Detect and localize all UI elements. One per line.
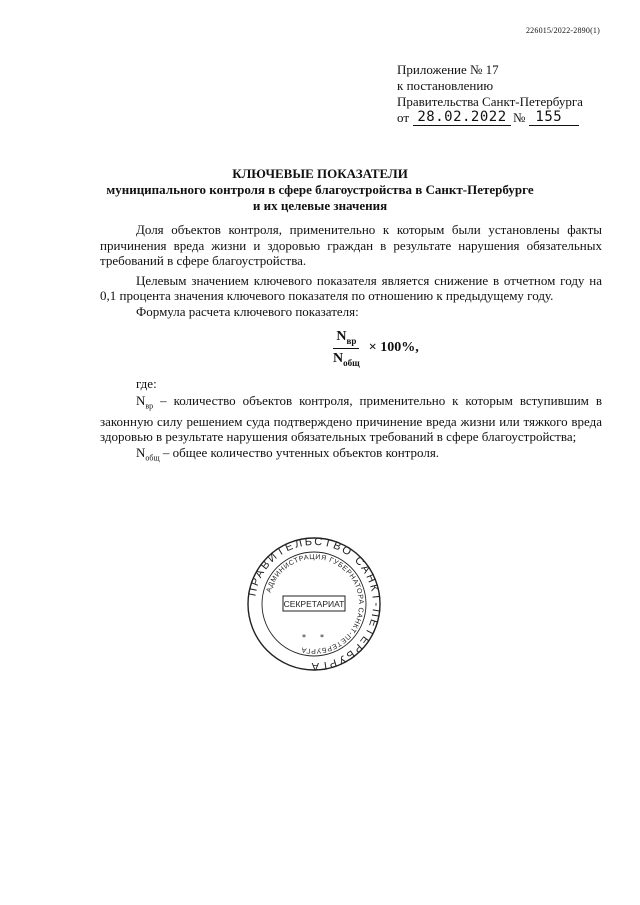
document-registration-id: 226015/2022-2890(1) [525, 26, 600, 35]
numerator-symbol: N [336, 329, 347, 344]
definition-symbol: N [136, 444, 146, 460]
definition-symbol: N [136, 392, 146, 408]
number-value: 155 [529, 110, 579, 126]
title-line-1: КЛЮЧЕВЫЕ ПОКАЗАТЕЛИ [232, 166, 408, 181]
formula-numerator [333, 329, 359, 349]
appendix-header [397, 62, 607, 126]
paragraph-indicator-definition: Доля объектов контроля, применительно к которым были установлены факты причинения вреда жизни и здоровью граждан в результате нарушения обязательных требований в сфере благоустройства. [100, 222, 602, 268]
appendix-date-line [397, 110, 607, 126]
definition-n-vr [100, 393, 602, 445]
official-seal-stamp [246, 536, 382, 672]
seal-center-text: СЕКРЕТАРИАТ [283, 599, 345, 609]
appendix-issuer: Правительства Санкт-Петербурга [397, 94, 583, 109]
denominator-symbol: N [333, 350, 344, 366]
title-line-2: муниципального контроля в сфере благоустройства в Санкт-Петербурге [106, 182, 534, 197]
seal-star-icon: * [302, 633, 306, 642]
where-label: где: [136, 376, 157, 391]
definition-n-obsch [100, 445, 602, 466]
definition-subscript: вр [145, 401, 154, 411]
numerator-subscript: вр [346, 335, 357, 346]
paragraph-target-value: Целевым значением ключевого показателя является снижение в отчетном году на 0,1 процента значения ключевого показателя по отношению к предыдущему году. [100, 272, 602, 303]
seal-outer-text: ПРАВИТЕЛЬСТВО САНКТ-ПЕТЕРБУРГА [246, 536, 382, 672]
formula-multiplier: × 100%, [368, 340, 419, 356]
paragraph-formula-intro: Формула расчета ключевого показателя: [136, 303, 359, 319]
appendix-number: Приложение № 17 [397, 62, 499, 77]
seal-inner-text: АДМИНИСТРАЦИЯ ГУБЕРНАТОРА САНКТ-ПЕТЕРБУРГА [265, 553, 365, 655]
title-line-3: и их целевые значения [252, 198, 388, 213]
formula [330, 329, 419, 368]
definition-subscript: общ [145, 453, 160, 463]
definition-text: – количество объектов контроля, применительно к которым вступившим в законную силу решением суда подтверждено причинение вреда жизни или тяжкого вреда здоровью в результате нарушения обязательных требований в сфере благоустройства; [100, 392, 602, 445]
denominator-subscript: общ [343, 357, 360, 368]
date-value: 28.02.2022 [413, 110, 511, 126]
document-body [100, 222, 602, 319]
appendix-reference: к постановлению [397, 78, 494, 93]
definition-text: – общее количество учтенных объектов контроля. [159, 444, 440, 460]
formula-denominator [330, 349, 363, 368]
number-prefix: № [513, 110, 526, 125]
formula-fraction [330, 329, 363, 368]
document-title [80, 166, 560, 214]
date-prefix: от [397, 110, 410, 125]
seal-star-icon: * [320, 633, 324, 642]
definitions [100, 376, 602, 466]
